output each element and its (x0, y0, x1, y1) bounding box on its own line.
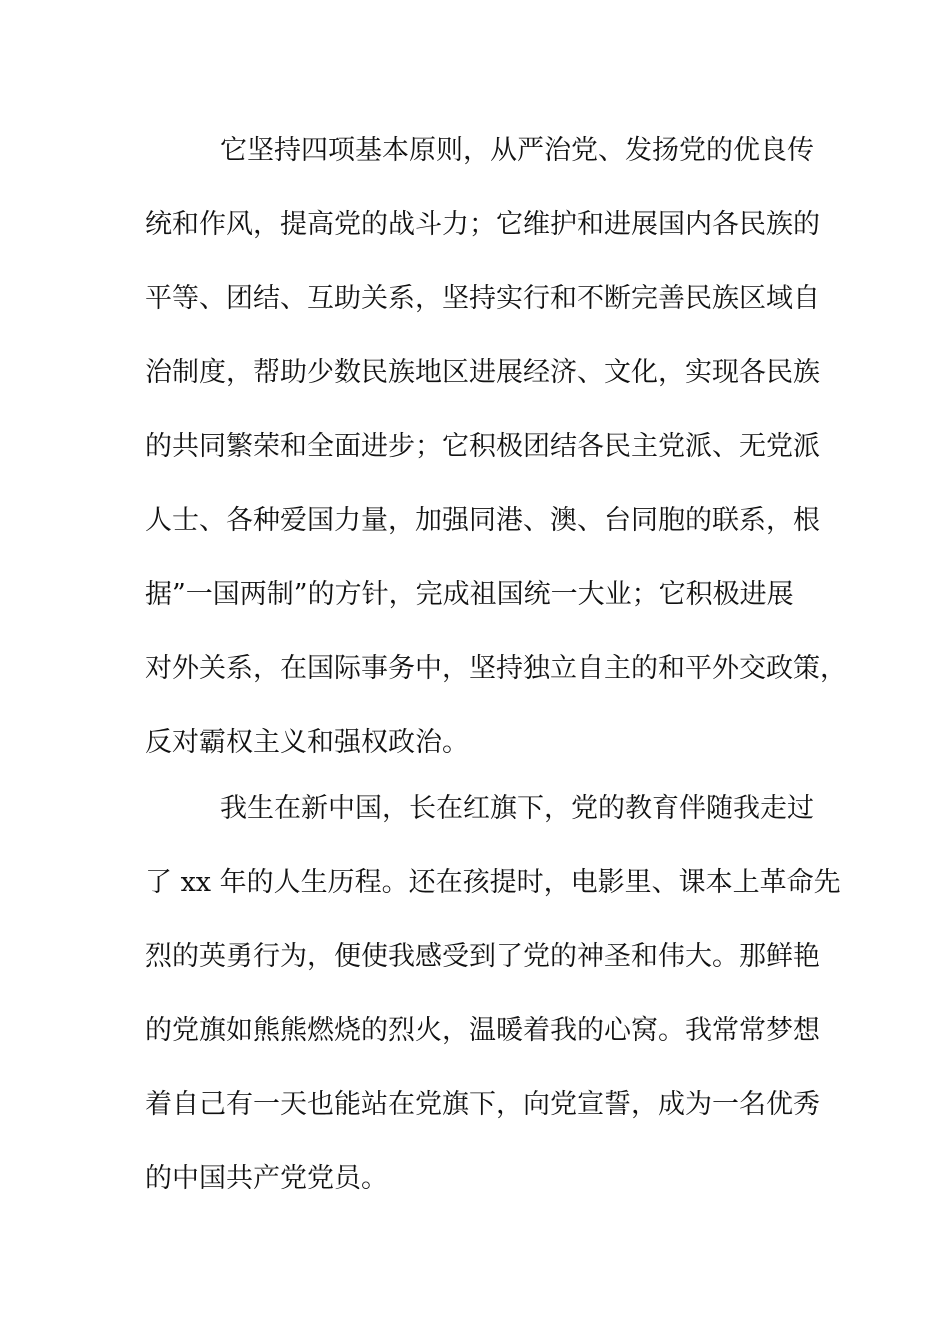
paragraph-line: 着自己有一天也能站在党旗下，向党宣誓，成为一名优秀 (145, 1089, 820, 1120)
paragraph-line: 了 xx 年的人生历程。还在孩提时，电影里、课本上革命先 (145, 867, 841, 898)
paragraph-line: 的党旗如熊熊燃烧的烈火，温暖着我的心窝。我常常梦想 (145, 1015, 820, 1046)
paragraph-line: 平等、团结、互助关系，坚持实行和不断完善民族区域自 (145, 283, 820, 314)
paragraph-line: 人士、各种爱国力量，加强同港、澳、台同胞的联系，根 (145, 505, 820, 536)
paragraph-line: 统和作风，提高党的战斗力；它维护和进展国内各民族的 (145, 209, 820, 240)
paragraph-line: 我生在新中国，长在红旗下，党的教育伴随我走过 (220, 793, 814, 824)
paragraph-line: 的共同繁荣和全面进步；它积极团结各民主党派、无党派 (145, 431, 820, 462)
paragraph-line: 它坚持四项基本原则，从严治党、发扬党的优良传 (220, 135, 814, 166)
paragraph-line: 据”一国两制”的方针，完成祖国统一大业；它积极进展 (145, 579, 794, 610)
paragraph-line: 反对霸权主义和强权政治。 (145, 727, 469, 758)
paragraph-line: 烈的英勇行为，便使我感受到了党的神圣和伟大。那鲜艳 (145, 941, 820, 972)
paragraph-line: 的中国共产党党员。 (145, 1163, 388, 1194)
paragraph-line: 对外关系，在国际事务中，坚持独立自主的和平外交政策， (145, 653, 847, 684)
paragraph-line: 治制度，帮助少数民族地区进展经济、文化，实现各民族 (145, 357, 820, 388)
